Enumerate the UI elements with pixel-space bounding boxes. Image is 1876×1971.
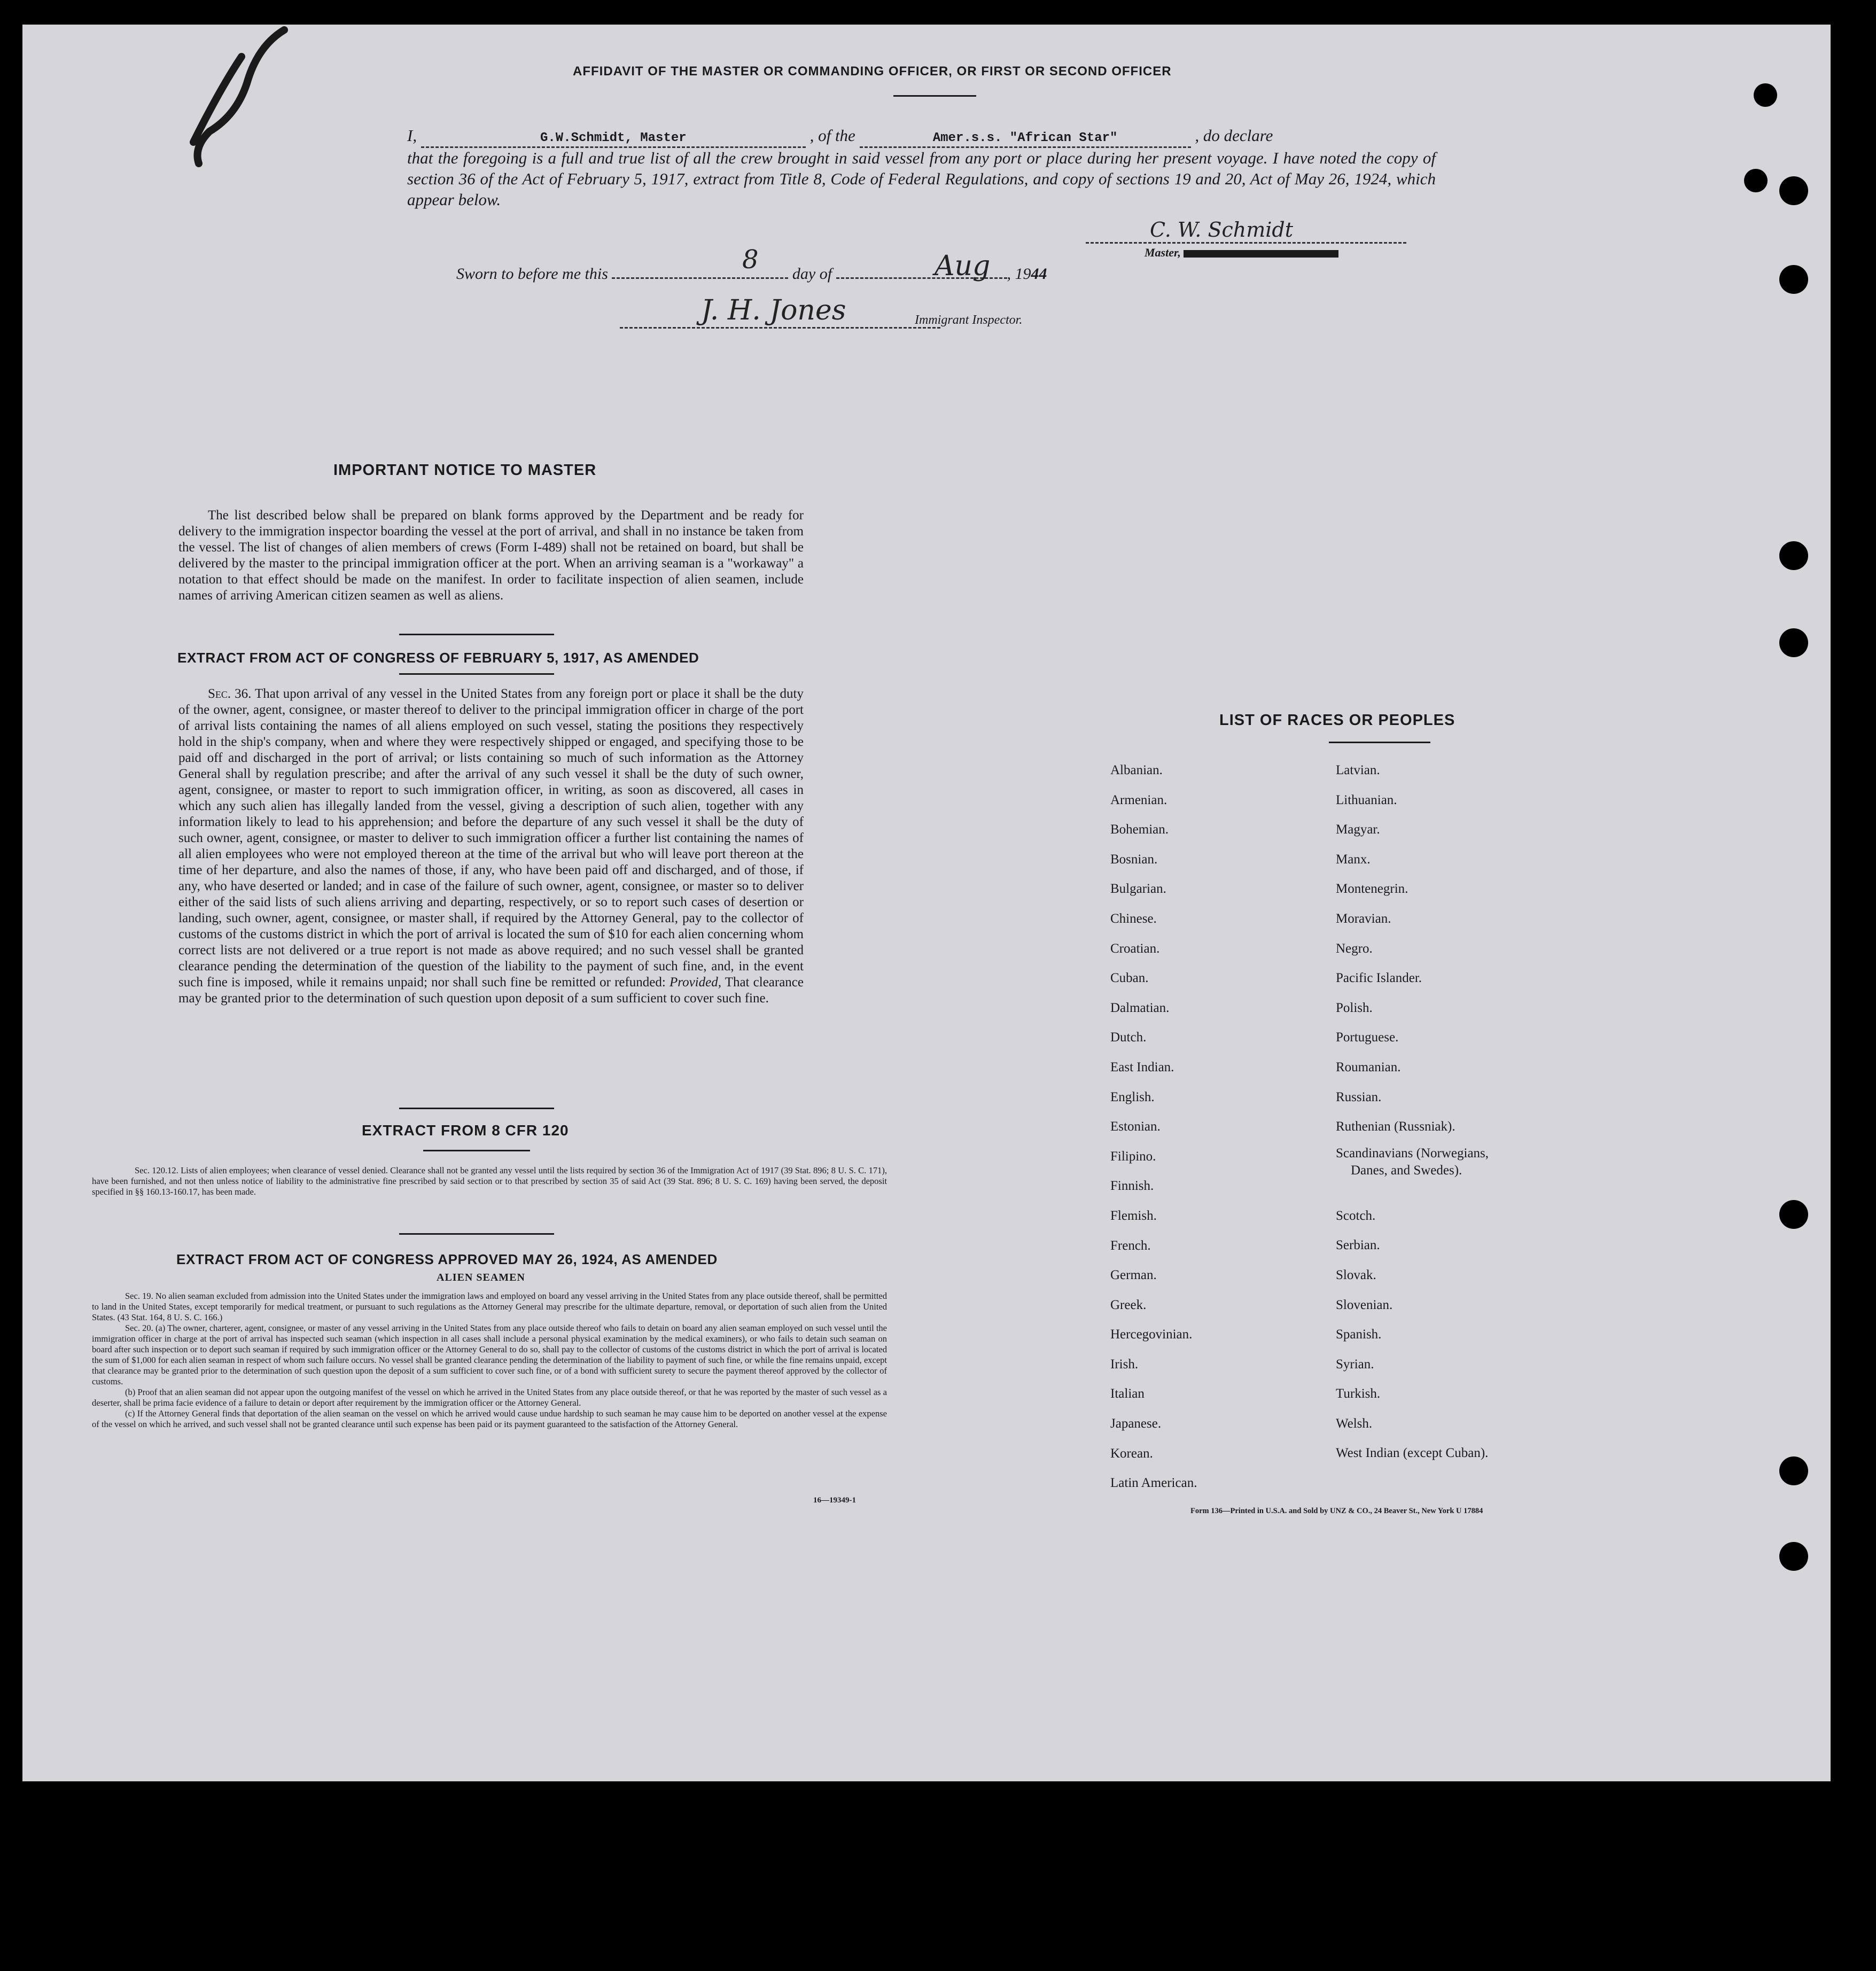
- race-item: Greek.: [1110, 1297, 1147, 1312]
- race-item: Korean.: [1110, 1446, 1153, 1461]
- race-item: Scotch.: [1336, 1208, 1376, 1223]
- affidavit-body: that the foregoing is a full and true list of all the crew brought in said vessel from any port or place during her present voyage. I have noted the copy of section 36 of the Act of February 5, 1917, extract from Title 8, Code of Federal Regulations, and copy of sections 19 and 20, Act of May 26, 1924, which appear below.: [407, 149, 1436, 209]
- race-item: Cuban.: [1110, 971, 1149, 986]
- race-item: Turkish.: [1336, 1386, 1381, 1401]
- master-title-redaction: [1184, 250, 1338, 258]
- race-item: Syrian.: [1336, 1357, 1374, 1372]
- race-item: Serbian.: [1336, 1238, 1380, 1253]
- cfr-end-rule: [399, 1233, 554, 1235]
- punch-hole: [1779, 1200, 1808, 1229]
- race-item: Montenegrin.: [1336, 882, 1408, 897]
- race-item: Estonian.: [1110, 1119, 1161, 1134]
- master-label: Master,: [1145, 246, 1338, 260]
- extract-1917-rule: [399, 673, 554, 675]
- cfr-rule: [423, 1150, 530, 1151]
- race-item: Roumanian.: [1336, 1059, 1401, 1074]
- races-title: LIST OF RACES OR PEOPLES: [1219, 712, 1455, 729]
- extract-1917-text: Sec. 36. That upon arrival of any vessel in the United States from any foreign port or place it shall be the duty of the owner, agent, consignee, or master thereof to deliver to the principal immigration officer in charge of the port of arrival lists containing the names of all aliens employed on such vessel, stating the positions they respectively hold in the ship's company, when and where they were respectively shipped or engaged, and specifying those to be paid off and discharged in the port of arrival; or lists containing so much of such information as the Attorney General shall by regulation prescribe; and after the arrival of any such vessel it shall be the duty of such owner, agent, consignee, or master to report to such immigration officer, in writing, as soon as discovered, all cases in which any such alien has illegally landed from the vessel, giving a description of such alien, together with any information likely to lead to his apprehension; and before the departure of any such vessel it shall be the duty of such owner, agent, consignee, or master to deliver to such immigration officer a further list containing the names of all alien employees who were not employed thereon at the time of the arrival but who will leave port thereon at the time of her departure, and also the names of those, if any, who have been paid off and discharged, and of those, if any, who have deserted or landed; and in case of the failure of such owner, agent, consignee, or master so to deliver either of the said lists of such aliens arriving and departing, respectively, or so to report such cases of desertion or landing, such owner, agent, consignee, or master shall, if required by the Attorney General, pay to the collector of customs of the customs district in which the port of arrival is located the sum of $10 for each alien concerning whom correct lists are not delivered or a true report is not made as above required; and no such vessel shall be granted clearance pending the determination of the question of the liability to the payment of such fine, and, in the event such fine is imposed, while it remains unpaid; nor shall such fine be remitted or refunded: Provided, That clearance may be granted prior to the determination of such question upon deposit of a sum sufficient to cover such fine.: [178, 687, 804, 1006]
- race-item: Pacific Islander.: [1336, 971, 1422, 986]
- race-item: Flemish.: [1110, 1208, 1157, 1223]
- notice-rule: [399, 634, 554, 635]
- printer-imprint: Form 136—Printed in U.S.A. and Sold by UNZ & CO., 24 Beaver St., New York U 17884: [1190, 1507, 1483, 1515]
- cfr-title: EXTRACT FROM 8 CFR 120: [362, 1122, 569, 1139]
- day-of-label: day of: [792, 265, 832, 283]
- race-item: Welsh.: [1336, 1416, 1373, 1431]
- extract-1917-title: EXTRACT FROM ACT OF CONGRESS OF FEBRUARY 5, 1917, AS AMENDED: [177, 650, 699, 666]
- race-item: Lithuanian.: [1336, 792, 1397, 807]
- of-the-label: , of the: [809, 126, 855, 145]
- race-item: Spanish.: [1336, 1327, 1382, 1342]
- notice-text: The list described below shall be prepared on blank forms approved by the Department and be ready for delivery to the immigration inspector boarding the vessel at the port of arrival, and shall in no instance be taken from the vessel. The list of changes of alien members of crews (Form I-489) shall not be retained on board, but shall be delivered by the master to the principal immigration officer at the port. When an arriving seaman is a "workaway" a notation to that effect should be made on the manifest. In order to facilitate inspection of alien seamen, include names of arriving American citizen seamen as well as aliens.: [178, 508, 804, 603]
- race-item: West Indian (except Cuban).: [1336, 1446, 1489, 1461]
- declare-prefix: I,: [407, 126, 417, 145]
- extract-1924-subtitle: ALIEN SEAMEN: [437, 1272, 525, 1283]
- document-page: [22, 25, 1831, 1781]
- races-left-column: [1110, 755, 1197, 1498]
- race-item: Albanian.: [1110, 763, 1163, 777]
- race-item: Russian.: [1336, 1089, 1382, 1104]
- cfr-text: Sec. 120.12. Lists of alien employees; when clearance of vessel denied. Clearance shall not be granted any vessel until the lists required by section 36 of the Immigration Act of 1917 (39 Stat. 896; 8 U. S. C. 171), have been furnished, and not then unless notice of liability to the administrative fine prescribed by said section or to that prescribed by section 35 of said Act (39 Stat. 896; 8 U. S. C. 169) having been served, the deposit specified in §§ 160.13-160.17, has been made.: [92, 1165, 887, 1197]
- race-item: Japanese.: [1110, 1416, 1162, 1431]
- race-item: Slovenian.: [1336, 1297, 1393, 1312]
- race-item: Ruthenian (Russniak).: [1336, 1119, 1455, 1134]
- form-number: 16—19349-1: [813, 1496, 856, 1505]
- race-item: Portuguese.: [1336, 1030, 1399, 1045]
- race-item: Moravian.: [1336, 911, 1391, 926]
- sec-20b: (b) Proof that an alien seaman did not appear upon the outgoing manifest of the vessel on which he arrived in the United States from any place outside thereof, or that he was reported by the master of such vessel as a deserter, shall be prima facie evidence of a failure to detain or deport after requirement by the immigration officer or the Attorney General.: [92, 1387, 887, 1408]
- race-item: East Indian.: [1110, 1059, 1174, 1074]
- race-item: Irish.: [1110, 1357, 1139, 1372]
- sec-20c: (c) If the Attorney General finds that deportation of the alien seaman on the vessel on which he arrived would cause undue hardship to such seaman he may cause him to be deported on another vessel at the expense of the vessel on which he arrived, and such vessel shall not be granted clearance until such expense has been paid or its payment guaranteed to the satisfaction of the Attorney General.: [92, 1408, 887, 1429]
- race-item: Dutch.: [1110, 1030, 1147, 1045]
- do-declare-label: , do declare: [1195, 126, 1273, 145]
- race-item: Magyar.: [1336, 822, 1380, 837]
- punch-hole: [1779, 265, 1808, 294]
- race-item: Manx.: [1336, 852, 1371, 867]
- race-item: Slovak.: [1336, 1267, 1376, 1282]
- race-item: Croatian.: [1110, 941, 1160, 956]
- punch-hole: [1754, 83, 1777, 107]
- races-right-column: [1336, 755, 1489, 1468]
- extract-1924-title: EXTRACT FROM ACT OF CONGRESS APPROVED MAY 26, 1924, AS AMENDED: [176, 1251, 718, 1267]
- extract-1917-end-rule: [399, 1108, 554, 1109]
- race-item: Latvian.: [1336, 763, 1380, 777]
- inspector-signature: J. H. Jones: [701, 294, 846, 326]
- year-prefix: , 19: [1007, 265, 1031, 283]
- punch-hole: [1779, 541, 1808, 570]
- race-item: Latin American.: [1110, 1476, 1197, 1491]
- ink-mark: [161, 25, 322, 196]
- race-item: Negro.: [1336, 941, 1373, 956]
- race-item: Dalmatian.: [1110, 1000, 1170, 1015]
- race-item: Bosnian.: [1110, 852, 1158, 867]
- vessel-name-field[interactable]: Amer.s.s. "African Star": [860, 130, 1191, 148]
- master-signature: C. W. Schmidt: [1150, 218, 1294, 241]
- race-item: Polish.: [1336, 1000, 1373, 1015]
- race-item: English.: [1110, 1089, 1155, 1104]
- race-item: German.: [1110, 1268, 1157, 1283]
- race-item: Bohemian.: [1110, 822, 1169, 837]
- sworn-line: Sworn to before me this 8 day of Aug , 1944: [456, 245, 1047, 283]
- affidavit-declaration-line: [407, 125, 1436, 148]
- race-item: French.: [1110, 1238, 1151, 1253]
- punch-hole: [1779, 628, 1808, 657]
- extract-1917-section: Sec. 36.: [208, 687, 252, 701]
- punch-hole: [1744, 169, 1768, 192]
- race-item: Filipino.: [1110, 1149, 1156, 1164]
- race-item-scandinavians: Scandinavians (Norwegians, Danes, and Swedes).: [1336, 1146, 1489, 1178]
- affidavit-title-rule: [893, 95, 976, 97]
- race-item: Armenian.: [1110, 792, 1167, 807]
- year-suffix: 44: [1031, 265, 1047, 283]
- punch-hole: [1779, 1542, 1808, 1571]
- race-item: Chinese.: [1110, 911, 1157, 926]
- affidavit-title: AFFIDAVIT OF THE MASTER OR COMMANDING OFFICER, OR FIRST OR SECOND OFFICER: [573, 64, 1172, 79]
- notice-title: IMPORTANT NOTICE TO MASTER: [333, 462, 597, 479]
- punch-hole: [1779, 1456, 1808, 1485]
- sec-20a: Sec. 20. (a) The owner, charterer, agent, consignee, or master of any vessel arriving in the United States from any place outside thereof who fails to detain on board any alien seaman employed on such vessel until the immigration officer in charge at the port of arrival has inspected such seaman (which inspection in all cases shall include a personal physical examination by the medical examiners), or who fails to detain such seaman on board after such inspection or to deport such seaman if required by such immigration officer or the Attorney General to do so, shall pay to the collector of customs of the customs district in which the port of arrival is located the sum of $1,000 for each alien seaman in respect of whom such failure occurs. No vessel shall be granted clearance pending the determination of the liability to payment of such fine, or while the fine remains unpaid, except that clearance may be granted prior to the determination of such question upon the deposit of a sum sufficient to cover such fine, or of a bond with sufficient surety to secure the payment thereof approved by the collector of customs.: [92, 1323, 887, 1386]
- inspector-label: Immigrant Inspector.: [915, 313, 1023, 327]
- punch-hole: [1779, 176, 1808, 205]
- race-item: Finnish.: [1110, 1179, 1154, 1194]
- sworn-month: Aug: [935, 250, 991, 282]
- races-rule: [1329, 742, 1430, 743]
- sworn-day: 8: [742, 245, 759, 275]
- race-item: Italian: [1110, 1386, 1145, 1401]
- race-item: Hercegovinian.: [1110, 1327, 1193, 1342]
- master-name-field[interactable]: G.W.Schmidt, Master: [421, 130, 806, 148]
- sec-19: Sec. 19. No alien seaman excluded from admission into the United States under the immigration laws and employed on board any vessel arriving in the United States from any place outside thereof, shall be permitted to land in the United States, except temporarily for medical treatment, or pursuant to such regulations as the Attorney General may prescribe for the ultimate departure, removal, or deportation of such alien from the United States. (43 Stat. 164, 8 U. S. C. 166.): [92, 1291, 887, 1322]
- extract-1924-text: [92, 1291, 887, 1430]
- race-item: Bulgarian.: [1110, 882, 1166, 897]
